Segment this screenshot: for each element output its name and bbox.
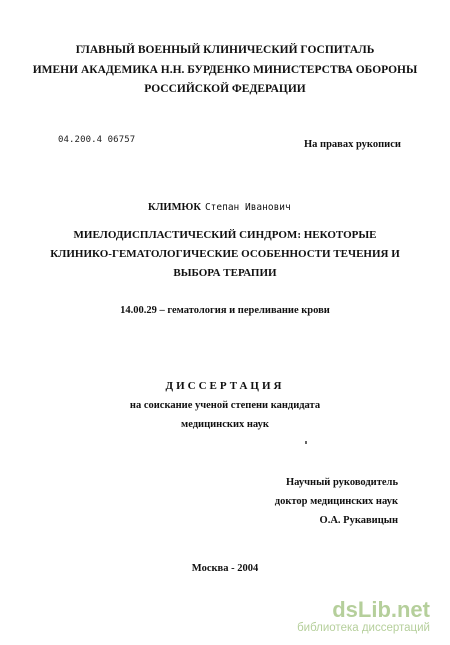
author-names: Степан Иванович [204, 202, 291, 213]
title-line-3: ВЫБОРА ТЕРАПИИ [173, 267, 277, 279]
supervisor-name: О.А. Рукавицын [319, 515, 398, 526]
watermark-subtitle: библиотека диссертаций [297, 622, 430, 634]
degree-line-1: на соискание ученой степени кандидата [129, 400, 321, 411]
title-line-2: КЛИНИКО-ГЕМАТОЛОГИЧЕСКИЕ ОСОБЕННОСТИ ТЕЧЕНИЯ И [50, 248, 400, 260]
document-registration-number: 04.200.4 06757 [58, 135, 136, 145]
supervisor-role: Научный руководитель [286, 477, 398, 488]
institution-line-1: ГЛАВНЫЙ ВОЕННЫЙ КЛИНИЧЕСКИЙ ГОСПИТАЛЬ [75, 44, 375, 56]
title-line-1: МИЕЛОДИСПЛАСТИЧЕСКИЙ СИНДРОМ: НЕКОТОРЫЕ [73, 229, 377, 241]
degree-line-2: медицинских наук [181, 419, 269, 430]
watermark [297, 599, 430, 635]
author-surname: КЛИМЮК [148, 202, 201, 213]
manuscript-note: На правах рукописи [304, 139, 401, 150]
supervisor-block [275, 473, 398, 530]
watermark-logo: dsLib.net [332, 597, 430, 622]
institution-line-2: ИМЕНИ АКАДЕМИКА Н.Н. БУРДЕНКО МИНИСТЕРСТВА ОБОРОНЫ [32, 64, 418, 76]
institution-line-3: РОССИЙСКОЙ ФЕДЕРАЦИИ [144, 83, 306, 95]
scan-speck [305, 441, 307, 444]
city-year: Москва - 2004 [191, 563, 259, 574]
specialty-code: 14.00.29 – гематология и переливание крови [120, 305, 330, 316]
author [148, 202, 291, 213]
dissertation-heading: ДИССЕРТАЦИЯ [165, 380, 285, 392]
supervisor-degree: доктор медицинских наук [274, 496, 398, 507]
